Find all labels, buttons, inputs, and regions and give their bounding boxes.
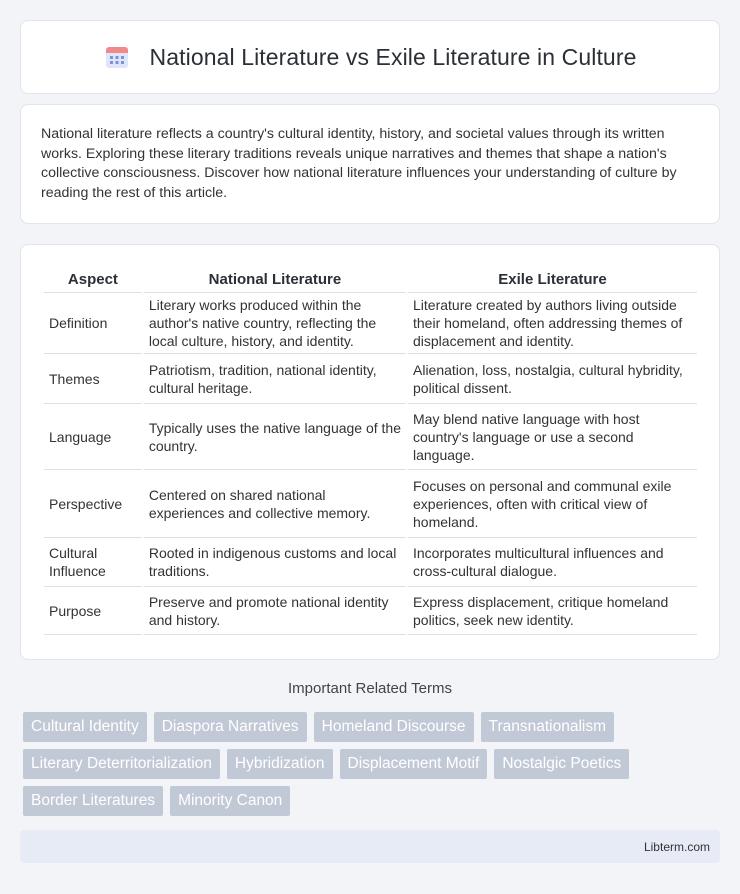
related-term-tag[interactable]: Diaspora Narratives xyxy=(154,712,307,742)
intro-card xyxy=(20,104,720,224)
footer-site-link[interactable]: Libterm.com xyxy=(643,839,710,854)
cell-exile: Express displacement, critique homeland politics, seek new identity. xyxy=(408,587,697,635)
column-header-aspect: Aspect xyxy=(44,265,142,293)
related-term-tag[interactable]: Minority Canon xyxy=(170,786,290,816)
related-term-tag[interactable]: Hybridization xyxy=(227,749,333,779)
cell-aspect: Cultural Influence xyxy=(44,538,142,587)
related-terms-list xyxy=(23,712,723,816)
comparison-table xyxy=(42,265,699,635)
related-term-tag[interactable]: Literary Deterritorialization xyxy=(23,749,220,779)
related-term-tag[interactable]: Transnationalism xyxy=(481,712,614,742)
cell-national: Rooted in indigenous customs and local traditions. xyxy=(144,538,406,587)
cell-aspect: Purpose xyxy=(44,587,142,635)
column-header-national: National Literature xyxy=(144,265,406,293)
cell-aspect: Definition xyxy=(44,293,142,354)
footer xyxy=(20,830,720,863)
related-term-tag[interactable]: Nostalgic Poetics xyxy=(494,749,629,779)
table-header-row xyxy=(44,265,697,293)
table-row xyxy=(44,404,697,470)
header-card xyxy=(20,20,720,94)
table-row xyxy=(44,538,697,587)
table-row xyxy=(44,470,697,538)
cell-exile: Focuses on personal and communal exile experiences, often with critical view of homeland. xyxy=(408,470,697,538)
cell-national: Centered on shared national experiences and collective memory. xyxy=(144,470,406,538)
column-header-exile: Exile Literature xyxy=(408,265,697,293)
cell-national: Patriotism, tradition, national identity, cultural heritage. xyxy=(144,354,406,404)
cell-exile: Alienation, loss, nostalgia, cultural hybridity, political dissent. xyxy=(408,354,697,404)
cell-aspect: Perspective xyxy=(44,470,142,538)
cell-exile: Literature created by authors living outside their homeland, often addressing themes of displacement and identity. xyxy=(408,293,697,354)
cell-national: Literary works produced within the author's native country, reflecting the local culture, history, and identity. xyxy=(144,293,406,354)
table-row xyxy=(44,354,697,404)
cell-aspect: Language xyxy=(44,404,142,470)
table-row xyxy=(44,293,697,354)
related-term-tag[interactable]: Border Literatures xyxy=(23,786,163,816)
cell-exile: Incorporates multicultural influences and cross-cultural dialogue. xyxy=(408,538,697,587)
cell-national: Preserve and promote national identity and history. xyxy=(144,587,406,635)
comparison-table-card xyxy=(20,244,720,660)
cell-national: Typically uses the native language of the country. xyxy=(144,404,406,470)
cell-aspect: Themes xyxy=(44,354,142,404)
related-term-tag[interactable]: Cultural Identity xyxy=(23,712,147,742)
page-title: National Literature vs Exile Literature in Culture xyxy=(149,43,637,70)
building-columns-icon xyxy=(104,44,130,70)
intro-text: National literature reflects a country's cultural identity, history, and societal values through its written works. Exploring these literary traditions reveals unique narratives and themes that shape a nation's collective consciousness. Discover how national literature influences your understanding of culture by reading the rest of this article. xyxy=(41,126,677,201)
table-row xyxy=(44,587,697,635)
related-term-tag[interactable]: Homeland Discourse xyxy=(314,712,474,742)
related-terms-heading: Important Related Terms xyxy=(288,680,452,697)
cell-exile: May blend native language with host country's language or use a second language. xyxy=(408,404,697,470)
related-term-tag[interactable]: Displacement Motif xyxy=(340,749,488,779)
